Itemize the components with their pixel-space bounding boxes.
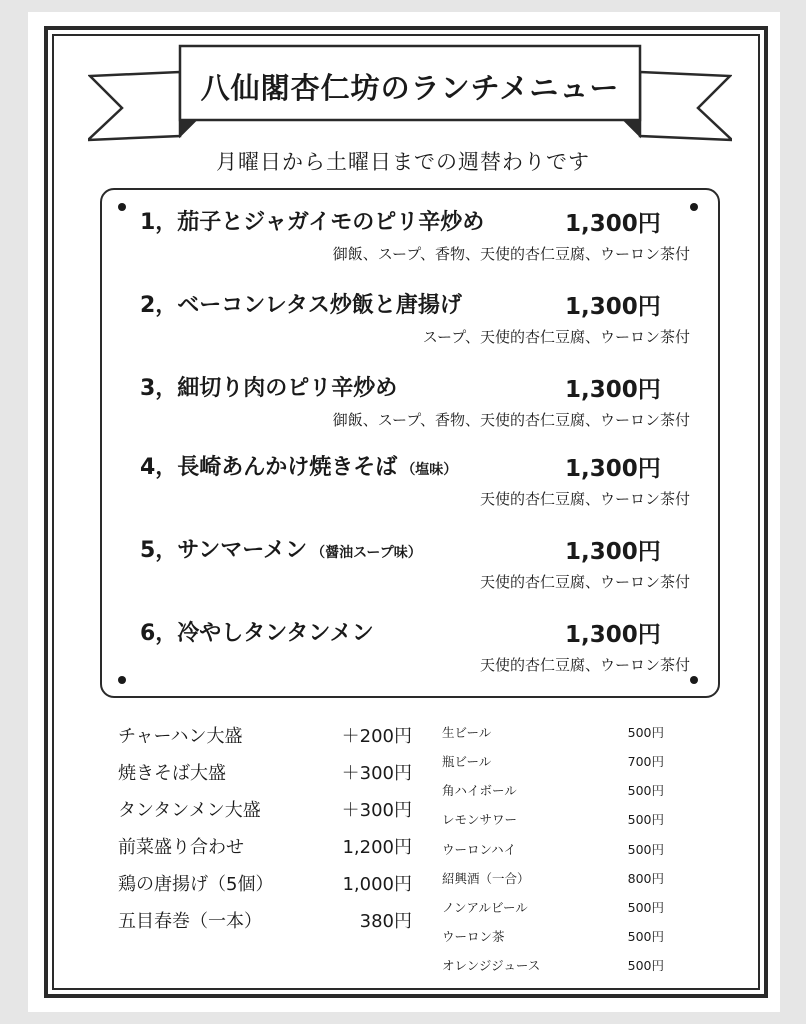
- menu-item-name: 2，ベーコンレタス炒飯と唐揚げ: [140, 293, 462, 318]
- extra-item-name: 鶏の唐揚げ（5個）: [118, 874, 274, 895]
- drink-item-name: 紹興酒（一合）: [442, 871, 530, 886]
- drink-item-name: レモンサワー: [442, 812, 518, 827]
- drink-item-name: オレンジジュース: [442, 958, 541, 973]
- extra-item-name: 前菜盛り合わせ: [118, 837, 244, 858]
- drink-item-name: ノンアルビール: [442, 900, 528, 915]
- extra-item: [118, 870, 412, 896]
- menu-item-price: 1,300円: [565, 539, 661, 565]
- extra-item-name: チャーハン大盛: [118, 726, 243, 747]
- extra-item-name: タンタンメン大盛: [118, 800, 261, 821]
- drink-item: [442, 927, 664, 947]
- corner-dot: [690, 203, 698, 211]
- drink-item-name: 角ハイボール: [442, 783, 517, 798]
- drink-item-price: 500円: [627, 929, 664, 944]
- menu-item-includes: 天使的杏仁豆腐、ウーロン茶付: [479, 573, 690, 591]
- menu-item-name: 5，サンマーメン （醤油スープ味）: [140, 538, 422, 563]
- corner-dot: [118, 676, 126, 684]
- corner-dot: [690, 676, 698, 684]
- menu-item-name: 3，細切り肉のピリ辛炒め: [140, 376, 398, 401]
- menu-item-name: 4，長崎あんかけ焼きそば （塩味）: [140, 455, 458, 480]
- extra-item-name: 五目春巻（一本）: [118, 911, 262, 932]
- extra-item: [118, 722, 412, 748]
- extra-item-price: ＋300円: [341, 763, 412, 784]
- drink-item: [442, 723, 664, 743]
- corner-dot: [118, 203, 126, 211]
- extra-item: [118, 796, 412, 822]
- drink-item-name: ウーロンハイ: [442, 842, 517, 857]
- drink-item-price: 800円: [627, 871, 664, 886]
- menu-subtitle: 月曜日から土曜日までの週替わりです: [216, 150, 590, 174]
- menu-item-includes: 御飯、スープ、香物、天使的杏仁豆腐、ウーロン茶付: [332, 411, 690, 429]
- menu-item-price: 1,300円: [565, 456, 661, 482]
- extra-item-price: 1,000円: [342, 874, 412, 895]
- extra-item-price: ＋300円: [341, 800, 412, 821]
- drink-item-name: 瓶ビール: [442, 754, 492, 769]
- drink-item-name: ウーロン茶: [442, 929, 505, 944]
- drink-item-price: 700円: [627, 754, 664, 769]
- extra-item: [118, 759, 412, 785]
- menu-item-name: 6，冷やしタンタンメン: [140, 621, 374, 646]
- extra-item-price: 1,200円: [342, 837, 412, 858]
- drink-item-price: 500円: [627, 958, 664, 973]
- menu-item-price: 1,300円: [565, 294, 661, 320]
- drink-item: [442, 781, 664, 801]
- extra-item-price: ＋200円: [341, 726, 412, 747]
- extra-item-name: 焼きそば大盛: [118, 763, 226, 784]
- menu-item-price: 1,300円: [565, 211, 661, 237]
- menu-item-name: 1，茄子とジャガイモのピリ辛炒め: [140, 210, 485, 235]
- menu-title: 八仙閣杏仁坊のランチメニュー: [200, 70, 620, 105]
- extra-item: [118, 907, 412, 933]
- drink-item-price: 500円: [627, 783, 664, 798]
- drink-item-price: 500円: [627, 812, 664, 827]
- menu-item-price: 1,300円: [565, 377, 661, 403]
- menu-item-includes: 天使的杏仁豆腐、ウーロン茶付: [479, 490, 690, 508]
- drink-item: [442, 810, 664, 830]
- menu-item-includes: 天使的杏仁豆腐、ウーロン茶付: [479, 656, 690, 674]
- drink-item: [442, 869, 664, 889]
- extra-item: [118, 833, 412, 859]
- drink-item: [442, 956, 664, 976]
- drink-item: [442, 752, 664, 772]
- extra-item-price: 380円: [359, 911, 412, 932]
- drink-item-price: 500円: [627, 900, 664, 915]
- drink-item-price: 500円: [627, 842, 664, 857]
- drink-item: [442, 840, 664, 860]
- drink-item-name: 生ビール: [442, 725, 492, 740]
- drink-item-price: 500円: [627, 725, 664, 740]
- drink-item: [442, 898, 664, 918]
- menu-item-includes: スープ、天使的杏仁豆腐、ウーロン茶付: [422, 328, 690, 346]
- menu-item-includes: 御飯、スープ、香物、天使的杏仁豆腐、ウーロン茶付: [332, 245, 690, 263]
- menu-item-price: 1,300円: [565, 622, 661, 648]
